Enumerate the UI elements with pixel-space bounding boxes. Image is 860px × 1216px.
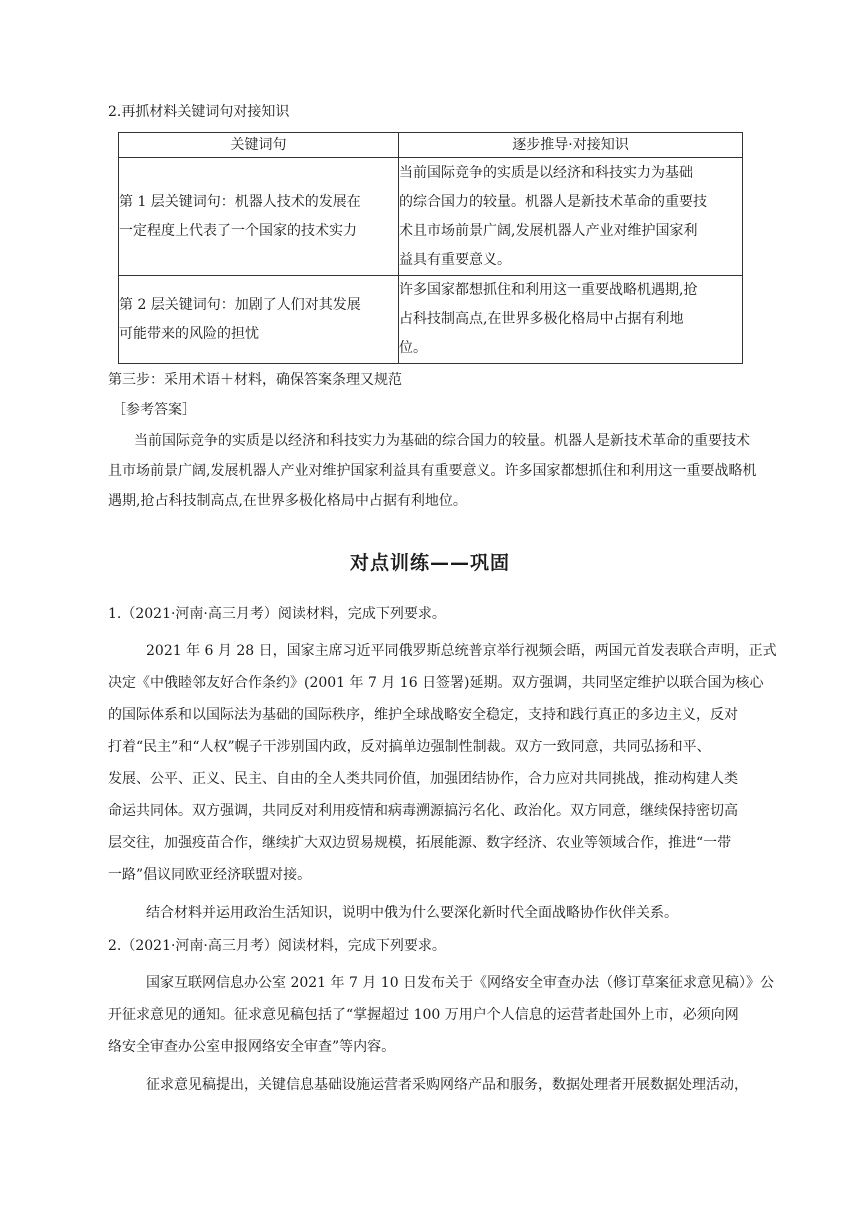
cell-line: 第 2 层关键词句：加剧了人们对其发展 (119, 296, 361, 313)
question-1-material-line: 决定《中俄睦邻友好合作条约》(2001 年 7 月 16 日签署)延期。双方强调，共同坚定维护以联合国为核心 (108, 675, 764, 691)
table-header-cell: 关键词句 (119, 133, 399, 158)
table-cell-key-phrase (119, 276, 399, 364)
question-1-prompt: 结合材料并运用政治生活知识，说明中俄为什么要深化新时代全面战略协作伙伴关系。 (146, 905, 678, 921)
cell-line: 可能带来的风险的担忧 (119, 325, 259, 342)
question-1-material-line: 层交往，加强疫苗合作，继续扩大双边贸易规模，拓展能源、数字经济、农业等领域合作，推进“一带 (108, 835, 732, 851)
reference-answer-label: ［参考答案］ (112, 402, 196, 418)
cell-line: 益具有重要意义。 (399, 251, 511, 268)
cell-line: 一定程度上代表了一个国家的技术实力 (119, 222, 357, 239)
table-cell-knowledge (399, 276, 743, 364)
table-header-cell: 逐步推导·对接知识 (399, 133, 743, 158)
question-2-material-line: 国家互联网信息办公室 2021 年 7 月 10 日发布关于《网络安全审查办法（修订草案征求意见稿）》公 (146, 975, 775, 991)
question-1-material-line: 2021 年 6 月 28 日，国家主席习近平同俄罗斯总统普京举行视频会晤，两国元首发表联合声明，正式 (146, 643, 777, 659)
section-title: 2.再抓材料关键词句对接知识 (108, 104, 290, 120)
reference-answer-line: 遇期,抢占科技制高点,在世界多极化格局中占据有利地位。 (108, 493, 467, 509)
table-cell-knowledge (399, 158, 743, 276)
question-1-material-line: 的国际体系和以国际法为基础的国际秩序，维护全球战略安全稳定，支持和践行真正的多边主义，反对 (108, 707, 738, 723)
cell-line: 许多国家都想抓住和利用这一重要战略机遇期,抢 (399, 282, 698, 298)
table-header-row (119, 133, 743, 158)
question-1-material-line: 命运共同体。双方强调，共同反对利用疫情和病毒溯源搞污名化、政治化。双方同意，继续保持密切高 (108, 803, 738, 819)
cell-line: 占科技制高点,在世界多极化格局中占据有利地 (399, 311, 684, 327)
cell-line: 的综合国力的较量。机器人是新技术革命的重要技 (399, 193, 707, 210)
question-2-stem: 2.（2021·河南·高三月考）阅读材料，完成下列要求。 (108, 938, 446, 954)
question-1-material-line: 发展、公平、正义、民主、自由的全人类共同价值，加强团结协作，合力应对共同挑战，推动构建人类 (108, 771, 738, 787)
reference-answer-line: 当前国际竞争的实质是以经济和科技实力为基础的综合国力的较量。机器人是新技术革命的重要技术 (134, 433, 750, 449)
key-phrase-table (118, 132, 743, 364)
reference-answer-line: 且市场前景广阔,发展机器人产业对维护国家利益具有重要意义。许多国家都想抓住和利用这一重要战略机 (108, 463, 757, 479)
step-three: 第三步：采用术语＋材料，确保答案条理又规范 (108, 372, 402, 388)
question-2-material-line: 征求意见稿提出，关键信息基础设施运营者采购网络产品和服务，数据处理者开展数据处理活动， (146, 1077, 748, 1093)
cell-line: 当前国际竞争的实质是以经济和科技实力为基础 (399, 164, 693, 181)
question-2-material-line: 开征求意见的通知。征求意见稿包括了“掌握超过 100 万用户个人信息的运营者赴国外上市，必须向网 (108, 1007, 739, 1023)
table-row (119, 158, 743, 276)
table-row (119, 276, 743, 364)
cell-line: 术且市场前景广阔,发展机器人产业对维护国家利 (399, 222, 698, 239)
cell-line: 位。 (399, 340, 427, 356)
question-2-material-line: 络安全审查办公室申报网络安全审查”等内容。 (108, 1039, 396, 1055)
question-1-material-line: 一路”倡议同欧亚经济联盟对接。 (108, 867, 312, 883)
question-1-material-line: 打着“民主”和“人权”幌子干涉别国内政，反对搞单边强制性制裁。双方一致同意，共同弘扬和平、 (108, 739, 711, 755)
table-cell-key-phrase (119, 158, 399, 276)
question-1-stem: 1.（2021·河南·高三月考）阅读材料，完成下列要求。 (108, 606, 446, 622)
section-heading: 对点训练——巩固 (349, 552, 510, 574)
cell-line: 第 1 层关键词句：机器人技术的发展在 (119, 193, 361, 210)
